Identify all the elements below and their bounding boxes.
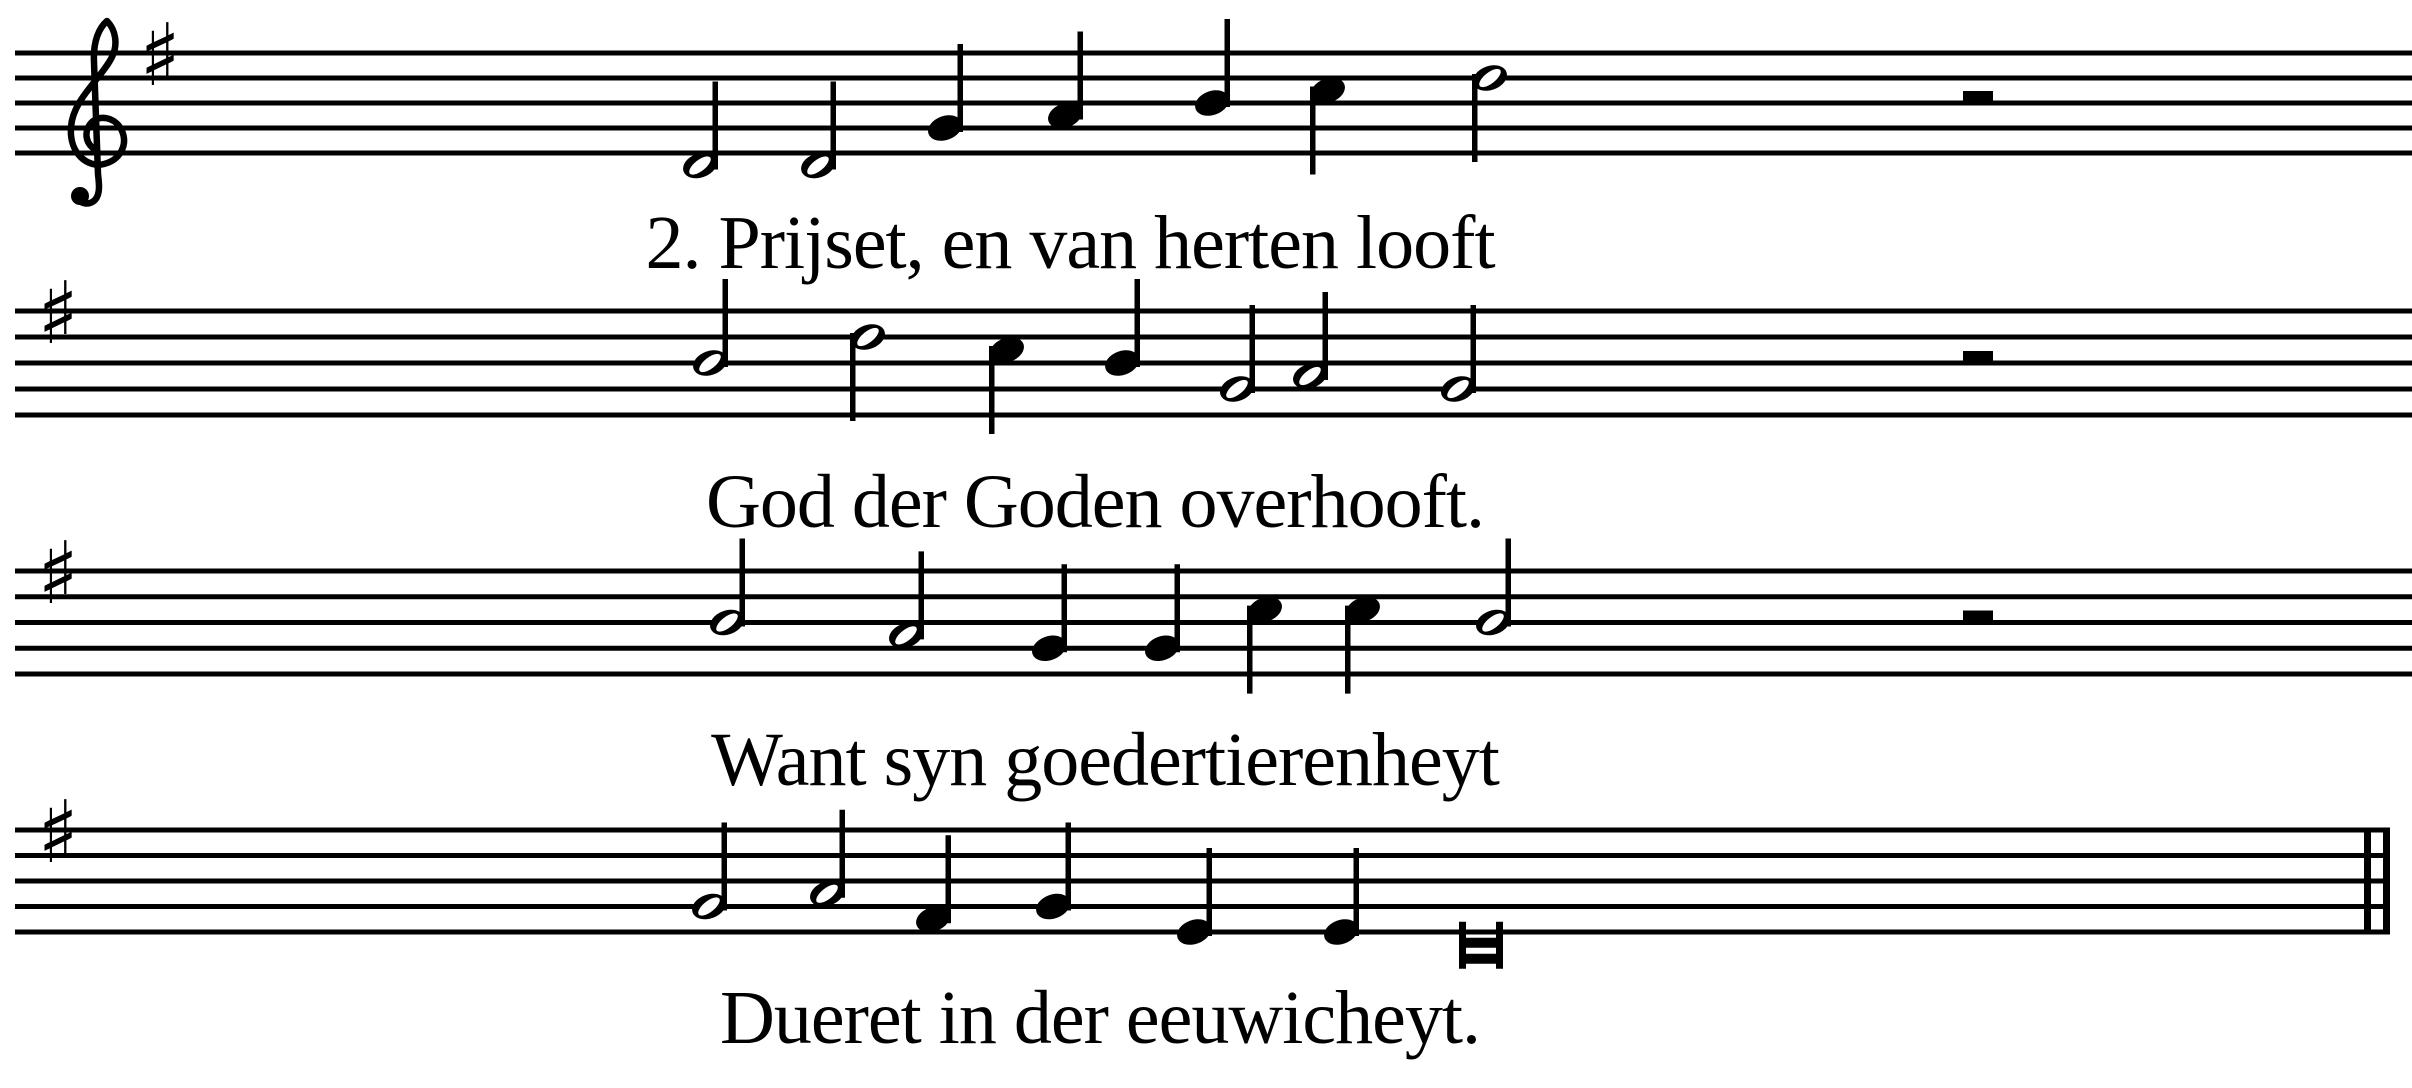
note-d5-half	[1469, 61, 1510, 162]
note-e4-quarter	[1173, 848, 1214, 949]
staff-line	[15, 335, 2412, 340]
note-f4-quarter	[912, 835, 953, 936]
key-signature-sharp-icon: ♯	[37, 783, 79, 883]
staff-line	[15, 594, 2412, 599]
staff-system-1	[15, 6, 2412, 205]
staff-system-3	[15, 524, 2412, 694]
staff-line	[15, 853, 2390, 858]
staff-line	[15, 413, 2412, 418]
staff-line	[15, 620, 2412, 625]
staff-line	[15, 387, 2412, 392]
note-b4-half	[689, 279, 730, 380]
note-d4-half	[679, 82, 720, 183]
staff-line	[15, 361, 2412, 366]
key-signature-sharp-icon: ♯	[37, 524, 79, 624]
staff-line	[15, 309, 2412, 314]
final-double-barline	[2364, 828, 2371, 935]
half-rest	[1963, 91, 1993, 103]
note-d5-half	[847, 320, 888, 421]
staff-line	[15, 151, 2412, 156]
key-signature-sharp-icon: ♯	[37, 264, 79, 364]
staff-line	[15, 879, 2390, 884]
half-rest	[1963, 611, 1993, 623]
staff-system-4	[15, 783, 2390, 969]
note-d4-half	[797, 82, 838, 183]
note-c5-quarter	[1307, 73, 1348, 174]
key-signature-sharp-icon: ♯	[139, 6, 181, 106]
note-g4-half	[1437, 305, 1478, 406]
lyric-line-4: Dueret in der eeuwicheyt.	[720, 976, 1480, 1060]
note-a4-half	[1289, 292, 1330, 393]
note-g4-quarter	[1028, 564, 1069, 665]
breve-bar	[1459, 954, 1503, 964]
staff-line	[15, 126, 2412, 131]
note-g4-quarter	[1032, 823, 1073, 924]
note-b4-half	[1472, 539, 1513, 640]
note-c5-quarter	[1244, 592, 1285, 693]
lyric-line-3: Want syn goedertierenheyt	[711, 718, 1499, 802]
treble-clef-ball	[71, 187, 89, 205]
note-c5-quarter	[1342, 592, 1383, 693]
note-d4-breve	[1459, 922, 1503, 969]
staff-line	[15, 569, 2412, 574]
staff-system-2	[15, 264, 2412, 434]
note-a4-half	[806, 810, 847, 911]
staff-line	[15, 646, 2412, 651]
staff-line	[15, 828, 2390, 833]
half-rest	[1963, 351, 1993, 363]
note-a4-half	[885, 551, 926, 652]
note-b4-quarter	[1101, 279, 1142, 380]
breve-bar	[1459, 938, 1503, 948]
note-g4-half	[688, 823, 729, 924]
final-double-barline	[2383, 828, 2390, 935]
note-e4-quarter	[1320, 848, 1361, 949]
note-g4-quarter	[924, 44, 965, 145]
lyric-line-2: God der Goden overhooft.	[705, 460, 1485, 544]
staff-line	[15, 51, 2412, 56]
staff-line	[15, 672, 2412, 677]
treble-clef-icon	[71, 21, 124, 203]
staff-line	[15, 76, 2412, 81]
note-b4-half	[706, 539, 747, 640]
note-a4-quarter	[1044, 32, 1085, 133]
note-b4-quarter	[1191, 19, 1232, 120]
note-g4-quarter	[1141, 564, 1182, 665]
note-g4-half	[1216, 305, 1257, 406]
lyric-line-1: 2. Prijset, en van herten looft	[645, 201, 1495, 285]
staff-line	[15, 904, 2390, 909]
note-c5-quarter	[986, 333, 1027, 434]
